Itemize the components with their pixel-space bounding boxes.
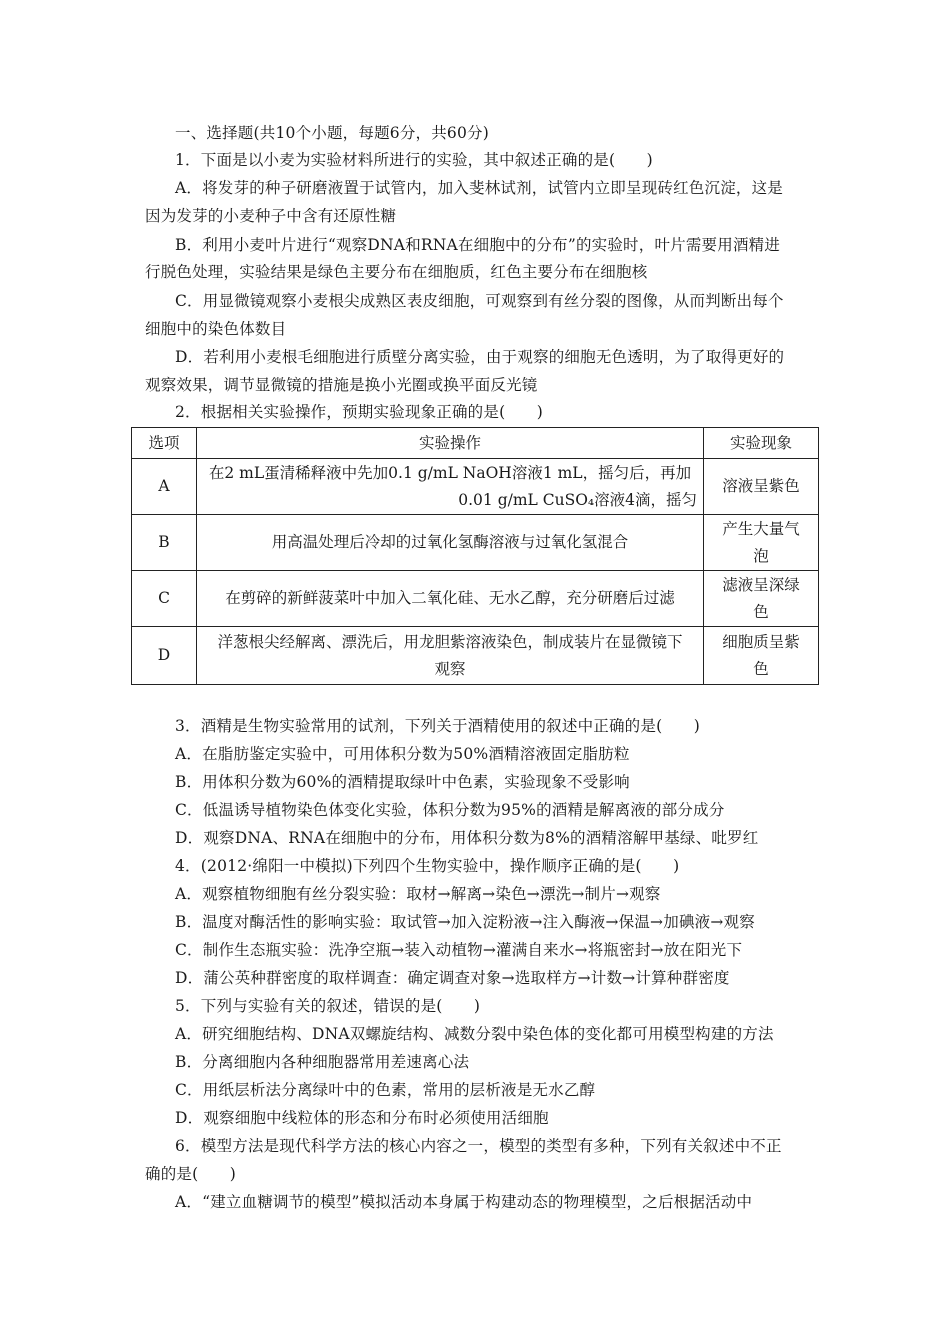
table-row xyxy=(132,571,819,627)
question-5-option-c: C．用纸层析法分离绿叶中的色素，常用的层析液是无水乙醇 xyxy=(175,1081,596,1099)
question-1-option-b: B．利用小麦叶片进行“观察DNA和RNA在细胞中的分布”的实验时，叶片需要用酒精进 xyxy=(175,236,781,254)
option-cell: C xyxy=(132,571,197,627)
result-line: 色 xyxy=(753,602,769,621)
operation-line: 0.01 g/mL CuSO₄溶液4滴，摇匀 xyxy=(458,490,697,509)
table-header-cell: 选项 xyxy=(132,428,197,459)
result-line: 滤液呈深绿 xyxy=(722,575,800,594)
operation-cell: 用高温处理后冷却的过氧化氢酶溶液与过氧化氢混合 xyxy=(197,515,704,571)
table-header-row xyxy=(132,428,819,459)
question-3-option-c: C．低温诱导植物染色体变化实验，体积分数为95%的酒精是解离液的部分成分 xyxy=(175,801,725,819)
result-line: 产生大量气 xyxy=(722,519,800,538)
question-1-option-a: A．将发芽的种子研磨液置于试管内，加入斐林试剂，试管内立即呈现砖红色沉淀，这是 xyxy=(175,179,783,197)
question-3-option-d: D．观察DNA、RNA在细胞中的分布，用体积分数为8%的酒精溶解甲基绿、吡罗红 xyxy=(175,829,759,847)
question-1-stem: 1．下面是以小麦为实验材料所进行的实验，其中叙述正确的是( ) xyxy=(175,151,653,169)
question-5-option-d: D．观察细胞中线粒体的形态和分布时必须使用活细胞 xyxy=(175,1109,549,1127)
operation-cell xyxy=(197,627,704,685)
question-6-option-a: A．“建立血糖调节的模型”模拟活动本身属于构建动态的物理模型，之后根据活动中 xyxy=(175,1193,753,1211)
question-5-option-a: A．研究细胞结构、DNA双螺旋结构、减数分裂中染色体的变化都可用模型构建的方法 xyxy=(175,1025,774,1043)
result-line: 细胞质呈紫 xyxy=(722,632,800,651)
question-4-option-b: B．温度对酶活性的影响实验：取试管→加入淀粉液→注入酶液→保温→加碘液→观察 xyxy=(175,913,755,931)
operation-line: 在2 mL蛋清稀释液中先加0.1 g/mL NaOH溶液1 mL，摇匀后，再加 xyxy=(208,463,692,482)
result-cell xyxy=(704,627,819,685)
question-1-option-c-cont: 细胞中的染色体数目 xyxy=(145,320,287,338)
question-4-stem: 4．(2012·绵阳一中模拟)下列四个生物实验中，操作顺序正确的是( ) xyxy=(175,857,680,875)
question-6-stem-cont: 确的是( ) xyxy=(145,1165,236,1183)
question-1-option-c: C．用显微镜观察小麦根尖成熟区表皮细胞，可观察到有丝分裂的图像，从而判断出每个 xyxy=(175,292,784,310)
operation-line: 观察 xyxy=(434,659,466,678)
result-cell xyxy=(704,571,819,627)
question-1-option-b-cont: 行脱色处理，实验结果是绿色主要分布在细胞质，红色主要分布在细胞核 xyxy=(145,263,648,281)
operation-line: 洋葱根尖经解离、漂洗后，用龙胆紫溶液染色，制成装片在显微镜下 xyxy=(217,632,683,651)
question-3-option-b: B．用体积分数为60%的酒精提取绿叶中色素，实验现象不受影响 xyxy=(175,773,630,791)
result-cell: 溶液呈紫色 xyxy=(704,459,819,515)
table-row xyxy=(132,459,819,515)
operation-cell: 在剪碎的新鲜菠菜叶中加入二氧化硅、无水乙醇，充分研磨后过滤 xyxy=(197,571,704,627)
option-cell: A xyxy=(132,459,197,515)
result-line: 色 xyxy=(753,659,769,678)
operation-cell xyxy=(197,459,704,515)
question-4-option-d: D．蒲公英种群密度的取样调查：确定调查对象→选取样方→计数→计算种群密度 xyxy=(175,969,730,987)
result-cell xyxy=(704,515,819,571)
question-2-stem: 2．根据相关实验操作，预期实验现象正确的是( ) xyxy=(175,403,543,421)
question-5-option-b: B．分离细胞内各种细胞器常用差速离心法 xyxy=(175,1053,470,1071)
option-cell: D xyxy=(132,627,197,685)
question-6-stem: 6．模型方法是现代科学方法的核心内容之一，模型的类型有多种，下列有关叙述中不正 xyxy=(175,1137,782,1155)
question-4-option-a: A．观察植物细胞有丝分裂实验：取材→解离→染色→漂洗→制片→观察 xyxy=(175,885,661,903)
table-header-cell: 实验操作 xyxy=(197,428,704,459)
table-row xyxy=(132,627,819,685)
result-line: 泡 xyxy=(753,546,769,565)
section-header: 一、选择题(共10个小题，每题6分，共60分) xyxy=(175,124,490,142)
table-row xyxy=(132,515,819,571)
experiment-table xyxy=(131,427,819,685)
question-1-option-d-cont: 观察效果，调节显微镜的措施是换小光圈或换平面反光镜 xyxy=(145,376,538,394)
question-3-option-a: A．在脂肪鉴定实验中，可用体积分数为50%酒精溶液固定脂肪粒 xyxy=(175,745,630,763)
question-1-option-d: D．若利用小麦根毛细胞进行质壁分离实验，由于观察的细胞无色透明，为了取得更好的 xyxy=(175,348,785,366)
question-5-stem: 5．下列与实验有关的叙述，错误的是( ) xyxy=(175,997,481,1015)
question-4-option-c: C．制作生态瓶实验：洗净空瓶→装入动植物→灌满自来水→将瓶密封→放在阳光下 xyxy=(175,941,743,959)
table-header-cell: 实验现象 xyxy=(704,428,819,459)
question-3-stem: 3．酒精是生物实验常用的试剂，下列关于酒精使用的叙述中正确的是( ) xyxy=(175,717,700,735)
question-1-option-a-cont: 因为发芽的小麦种子中含有还原性糖 xyxy=(145,207,397,225)
option-cell: B xyxy=(132,515,197,571)
